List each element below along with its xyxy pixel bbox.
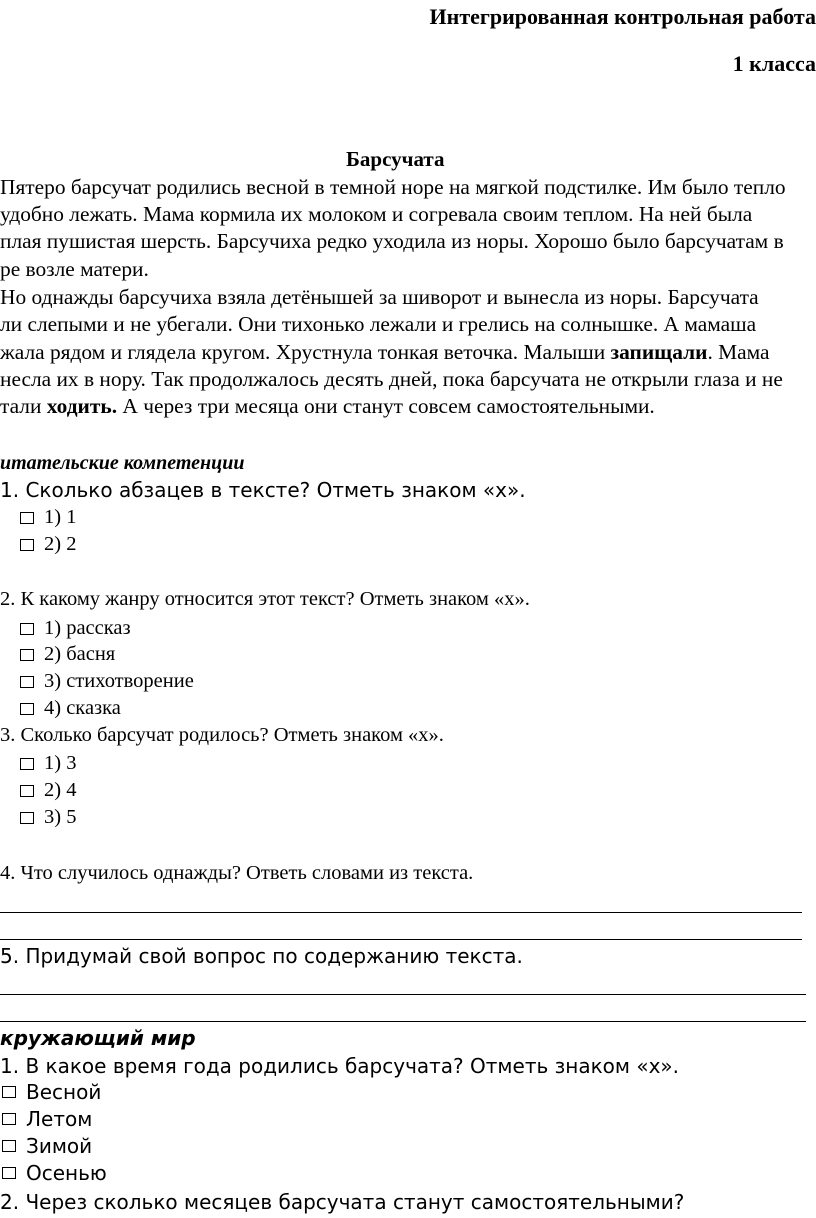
checkbox[interactable] bbox=[20, 512, 34, 524]
world-section-heading: кружающий мир bbox=[0, 1026, 196, 1050]
story-text bbox=[0, 174, 816, 424]
option-label: 2) басня bbox=[44, 643, 116, 665]
option-label: 4) сказка bbox=[44, 697, 121, 719]
option[interactable] bbox=[2, 1107, 92, 1131]
story-line-text: Пятеро барсучат родились весной в темной норе на мягкой подстилке. Им было тепло bbox=[0, 175, 786, 199]
option-label: 1) 1 bbox=[44, 506, 77, 528]
option[interactable] bbox=[20, 752, 76, 775]
option[interactable] bbox=[2, 1080, 101, 1104]
story-line-text: ре возле матери. bbox=[0, 257, 149, 281]
option[interactable] bbox=[20, 806, 76, 829]
option-label: 2) 2 bbox=[44, 533, 77, 555]
story-line bbox=[0, 201, 752, 228]
checkbox[interactable] bbox=[20, 703, 34, 715]
option[interactable] bbox=[20, 779, 76, 802]
story-line bbox=[0, 174, 786, 201]
checkbox[interactable] bbox=[2, 1113, 16, 1125]
option-label: Зимой bbox=[26, 1134, 93, 1158]
answer-line[interactable] bbox=[0, 939, 802, 940]
story-line-text: тали bbox=[0, 394, 47, 418]
story-heading: Барсучата bbox=[346, 147, 445, 171]
story-line-text: несла их в нору. Так продолжалось десять дней, пока барсучата не открыли глаза и не bbox=[0, 367, 783, 391]
story-line bbox=[0, 284, 759, 311]
question-3: 3. Сколько барсучат родилось? Отметь знаком «х». bbox=[0, 724, 444, 746]
story-line-text: Но однажды барсучиха взяла детёнышей за шиворот и вынесла из норы. Барсучата bbox=[0, 285, 759, 309]
option[interactable] bbox=[2, 1161, 107, 1185]
checkbox[interactable] bbox=[20, 812, 34, 824]
world-question-2: 2. Через сколько месяцев барсучата станут самостоятельными? bbox=[0, 1190, 685, 1214]
question-4: 4. Что случилось однажды? Ответь словами из текста. bbox=[0, 862, 474, 884]
checkbox[interactable] bbox=[20, 539, 34, 551]
option-label: 3) 5 bbox=[44, 806, 77, 828]
option-label: Осенью bbox=[26, 1161, 107, 1185]
story-bold-word: ходить. bbox=[46, 394, 118, 418]
checkbox[interactable] bbox=[20, 758, 34, 770]
question-5: 5. Придумай свой вопрос по содержанию текста. bbox=[0, 944, 523, 968]
answer-line[interactable] bbox=[0, 912, 802, 913]
option-label: 1) 3 bbox=[44, 752, 77, 774]
checkbox[interactable] bbox=[20, 676, 34, 688]
question-2: 2. К какому жанру относится этот текст? Отметь знаком «х». bbox=[0, 588, 530, 610]
world-question-1: 1. В какое время года родились барсучата? Отметь знаком «х». bbox=[0, 1054, 680, 1078]
option-label: 3) стихотворение bbox=[44, 670, 194, 692]
story-bold-word: запищали bbox=[610, 340, 708, 364]
option[interactable] bbox=[20, 643, 115, 666]
checkbox[interactable] bbox=[2, 1167, 16, 1179]
option[interactable] bbox=[20, 533, 76, 556]
checkbox[interactable] bbox=[20, 623, 34, 635]
document-title: Интегрированная контрольная работа bbox=[429, 4, 816, 29]
story-line-text: плая пушистая шерсть. Барсучиха редко уходила из норы. Хорошо было барсучатам в bbox=[0, 229, 784, 253]
option[interactable] bbox=[20, 670, 194, 693]
reading-section-heading: итательские компетенции bbox=[0, 452, 245, 474]
story-line bbox=[0, 366, 783, 393]
story-line-text: жала рядом и глядела кругом. Хрустнула тонкая веточка. Малыши bbox=[0, 340, 611, 364]
answer-line[interactable] bbox=[0, 1021, 806, 1022]
question-1: 1. Сколько абзацев в тексте? Отметь знаком «х». bbox=[0, 478, 526, 502]
story-line-text: ли слепыми и не убегали. Они тихонько лежали и грелись на солнышке. А мамаша bbox=[0, 312, 757, 336]
option[interactable] bbox=[20, 506, 76, 529]
option-label: Летом bbox=[26, 1107, 93, 1131]
story-line-text: . Мама bbox=[707, 340, 770, 364]
option[interactable] bbox=[20, 697, 121, 720]
story-line-text: удобно лежать. Мама кормила их молоком и согревала своим теплом. На ней была bbox=[0, 202, 753, 226]
option-label: 1) рассказ bbox=[44, 617, 131, 639]
story-line bbox=[0, 228, 784, 255]
story-line bbox=[0, 393, 655, 420]
option-label: 2) 4 bbox=[44, 779, 77, 801]
story-line bbox=[0, 256, 149, 283]
checkbox[interactable] bbox=[2, 1140, 16, 1152]
story-line-text: А через три месяца они станут совсем самостоятельными. bbox=[117, 394, 655, 418]
grade-label: 1 класса bbox=[732, 51, 816, 76]
answer-line[interactable] bbox=[0, 994, 806, 995]
option[interactable] bbox=[20, 617, 131, 640]
checkbox[interactable] bbox=[2, 1086, 16, 1098]
story-line bbox=[0, 339, 770, 366]
checkbox[interactable] bbox=[20, 649, 34, 661]
option-label: Весной bbox=[26, 1080, 102, 1104]
checkbox[interactable] bbox=[20, 785, 34, 797]
option[interactable] bbox=[2, 1134, 92, 1158]
story-line bbox=[0, 311, 756, 338]
